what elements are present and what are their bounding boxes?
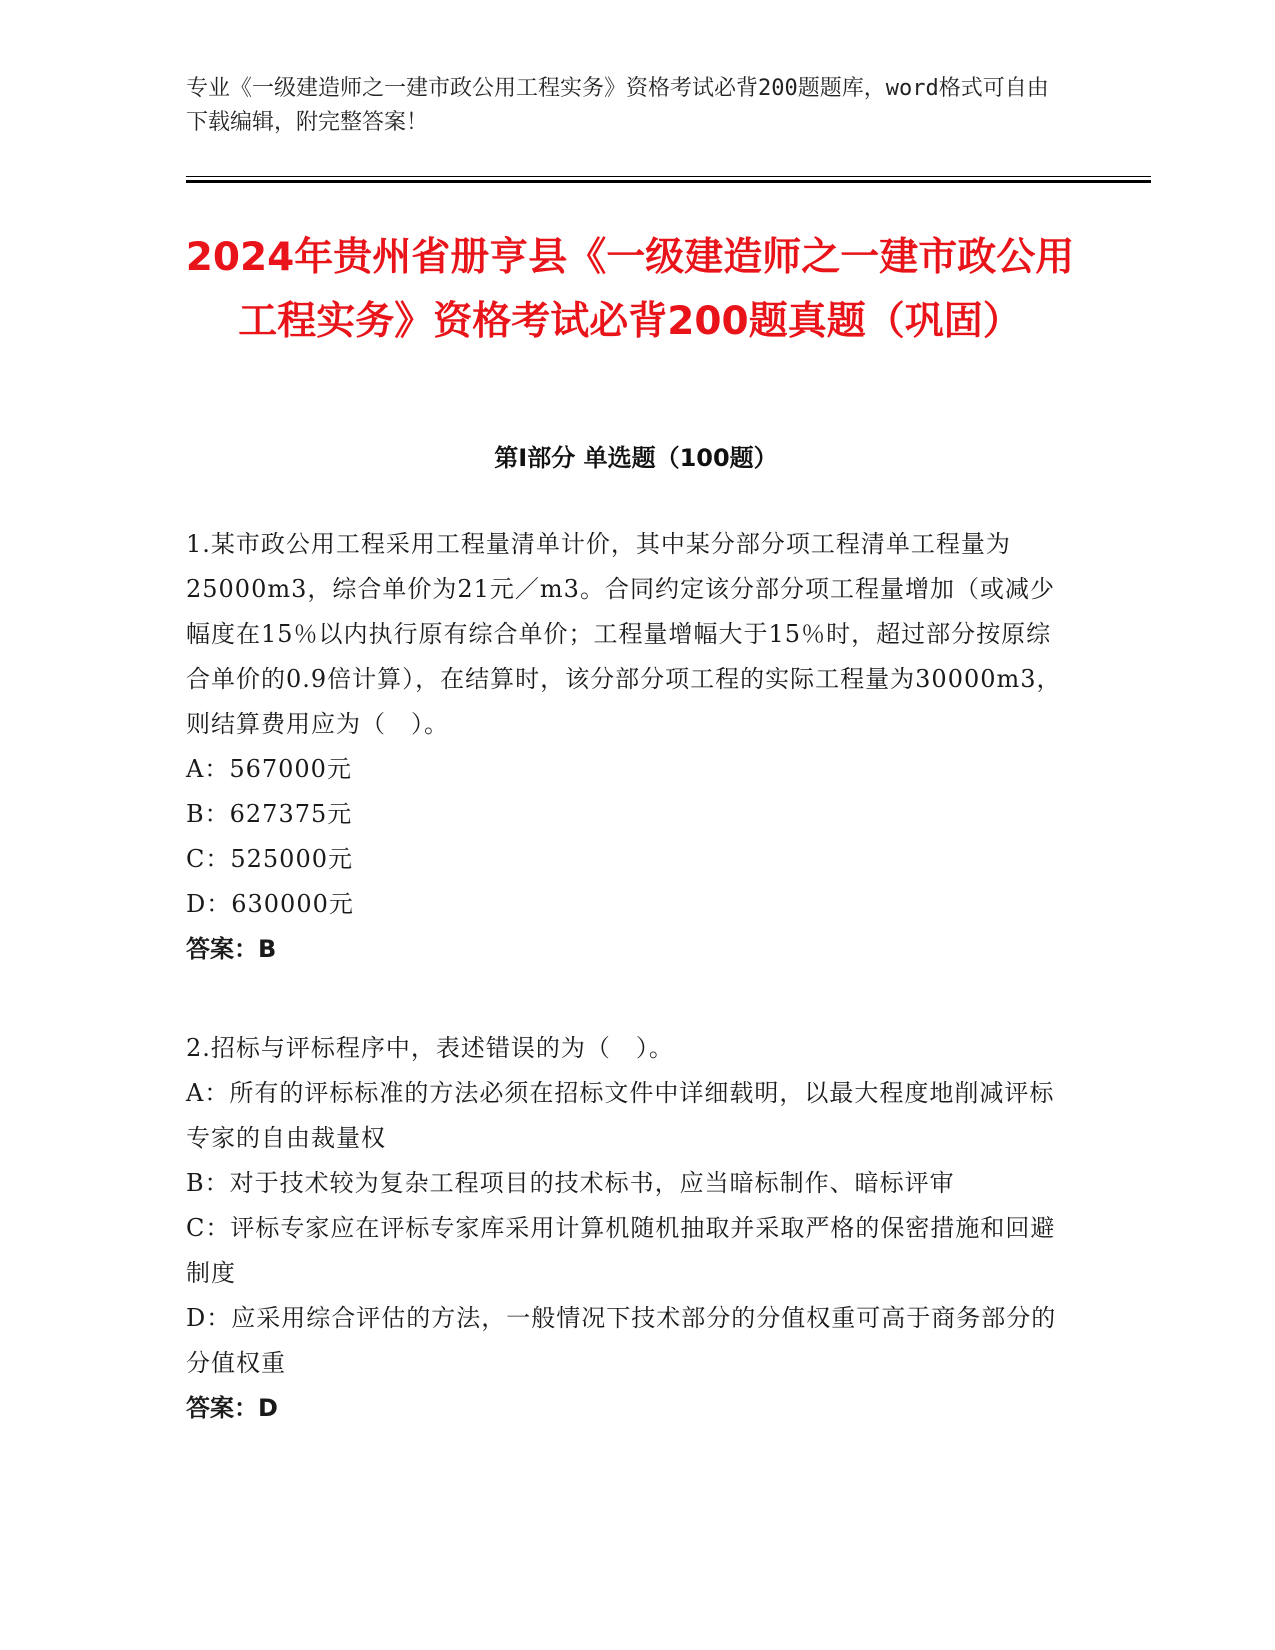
question-stem: 2.招标与评标程序中，表述错误的为（ ）。: [186, 1034, 674, 1062]
option-b: B：对于技术较为复杂工程项目的技术标书，应当暗标制作、暗标评审: [186, 1169, 955, 1197]
header-rule-thin: [186, 176, 1151, 177]
document-title: 2024年贵州省册亨县《一级建造师之一建市政公用工程实务》资格考试必背200题真题（巩固）: [185, 235, 1075, 344]
answer-line: 答案：D: [186, 1394, 278, 1422]
option-a: A：567000元: [186, 755, 352, 783]
option-b: B：627375元: [186, 800, 353, 828]
answer-line: 答案：B: [186, 935, 277, 963]
header-note: 专业《一级建造师之一建市政公用工程实务》资格考试必背200题题库，word格式可自由下载编辑，附完整答案！: [186, 76, 1049, 135]
option-d: D：630000元: [186, 890, 354, 918]
question-stem: 1.某市政公用工程采用工程量清单计价，其中某分部分项工程清单工程量为25000m3，综合单价为21元／m3。合同约定该分部分项工程量增加（或减少幅度在15％以内执行原有综合单价；工程量增幅大于15％时，超过部分按原综合单价的0.9倍计算），在结算时，该分部分项工程的实际工程量为30000m3，则结算费用应为（ ）。: [186, 530, 1062, 738]
header-rule-thick: [186, 180, 1151, 183]
question-1: [186, 522, 1066, 972]
option-d: D：应采用综合评估的方法，一般情况下技术部分的分值权重可高于商务部分的分值权重: [186, 1304, 1057, 1377]
option-c: C：评标专家应在评标专家库采用计算机随机抽取并采取严格的保密措施和回避制度: [186, 1214, 1056, 1287]
section-heading: 第I部分 单选题（100题）: [494, 444, 778, 472]
question-2: [186, 1026, 1066, 1431]
option-a: A：所有的评标标准的方法必须在招标文件中详细载明，以最大程度地削减评标专家的自由裁量权: [186, 1079, 1055, 1152]
option-c: C：525000元: [186, 845, 353, 873]
